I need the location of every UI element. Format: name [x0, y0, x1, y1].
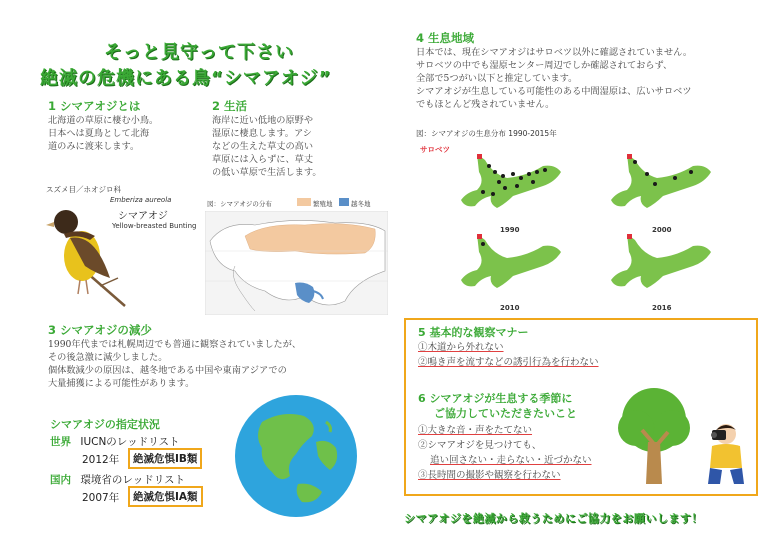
text-line: 1990年代までは札幌周辺でも普通に観察されていましたが、: [48, 339, 302, 350]
section4-heading: 4 生息地域: [416, 31, 475, 45]
map-year-1990: 1990: [500, 226, 520, 234]
text-line: 日本では、現在シマアオジはサロベツ以外に確認されていません。: [416, 47, 693, 58]
hokkaido-map-2010: [455, 232, 565, 304]
section1-text: [48, 114, 208, 153]
request-item: ①大きな音・声をたてない: [418, 425, 533, 436]
bird-photo: [40, 198, 130, 308]
title-line-2: 絶滅の危機にある鳥“シマアオジ”: [40, 68, 332, 89]
text-line: の低い草原で生活します。: [212, 167, 322, 178]
distribution-map-caption: 図：シマアオジの分布: [207, 200, 272, 208]
status-world-rank: 絶滅危惧IB類: [128, 448, 202, 469]
legend-breeding-label: 繁殖地: [313, 200, 333, 208]
footer-message: シマアオジを絶滅から救うためにご協力をお願いします！: [404, 512, 703, 525]
sarobetsu-label: サロベツ: [420, 145, 450, 154]
section2-text: [212, 114, 382, 179]
status-world-year: 2012年: [82, 454, 120, 466]
section3-heading: 3 シマアオジの減少: [48, 323, 152, 337]
text-line: 北海道の草原に棲む小鳥。: [48, 115, 159, 126]
text-line: サロベツの中でも湿原センター周辺でしか確認されておらず、: [416, 60, 673, 71]
section6-list: [418, 423, 628, 483]
request-item: ③長時間の撮影や観察を行わない: [418, 470, 561, 481]
text-line: 海岸に近い低地の原野や: [212, 115, 314, 126]
request-item: 追い回さない・走らない・近づかない: [430, 455, 592, 466]
status-domestic-year: 2007年: [82, 492, 120, 504]
status-world-list: IUCNのレッドリスト: [80, 436, 180, 448]
status-domestic-rank: 絶滅危惧IA類: [128, 486, 203, 507]
text-line: などの生えた草丈の高い: [212, 141, 314, 152]
title-line-1: そっと見守って下さい: [104, 42, 294, 63]
map-year-2016: 2016: [652, 304, 672, 312]
bird-english-name: Yellow-breasted Bunting: [112, 222, 197, 230]
bird-latin-name: Emberiza aureola: [110, 196, 172, 204]
manner-item: ①木道から外れない: [418, 342, 504, 353]
globe-illustration: [232, 392, 360, 520]
section2-heading: 2 生活: [212, 99, 248, 113]
manner-item: ②鳴き声を流すなどの誘引行為を行わない: [418, 357, 599, 368]
bird-family: スズメ目／ホオジロ科: [46, 185, 121, 194]
habitat-map-caption: 図：シマアオジの生息分布 1990-2015年: [416, 129, 557, 138]
status-heading: シマアオジの指定状況: [50, 418, 160, 431]
text-line: でもほとんど残されていません。: [416, 99, 555, 110]
text-line: 草原には入らずに、草丈: [212, 154, 314, 165]
status-domestic-row: [50, 472, 185, 487]
text-line: 湿原に棲息します。アシ: [212, 128, 312, 139]
status-world-label: 世界: [50, 436, 71, 448]
distribution-map: [205, 200, 388, 315]
status-domestic-list: 環境省のレッドリスト: [80, 474, 186, 486]
section5-list: [418, 340, 748, 370]
text-line: シマアオジが生息している可能性のある中間湿原は、広いサロベツ: [416, 86, 692, 97]
map-year-2010: 2010: [500, 304, 520, 312]
section6-heading-line1: 6 シマアオジが生息する季節に: [418, 392, 573, 405]
section4-text: [416, 46, 756, 111]
map-year-2000: 2000: [652, 226, 672, 234]
section3-text: [48, 338, 388, 390]
text-line: その後急激に減少しました。: [48, 352, 168, 363]
text-line: 大量捕獲による可能性があります。: [48, 378, 195, 389]
hokkaido-map-2016: [605, 232, 715, 304]
status-world-row: [50, 434, 180, 449]
request-item: ②シマアオジを見つけても、: [418, 440, 542, 451]
legend-breeding-swatch: [297, 198, 311, 206]
tree-illustration: [614, 384, 694, 490]
text-line: 個体数減少の原因は、越冬地である中国や東南アジアでの: [48, 365, 287, 376]
section1-heading: 1 シマアオジとは: [48, 99, 141, 113]
status-domestic-label: 国内: [50, 474, 71, 486]
hokkaido-map-1990: [455, 152, 565, 224]
section5-heading: 5 基本的な観察マナー: [418, 326, 529, 339]
text-line: 全部で5つがい以下と推定しています。: [416, 73, 578, 84]
section6-heading-line2: ご協力していただきたいこと: [434, 407, 577, 420]
bird-japanese-name: シマアオジ: [118, 211, 168, 222]
legend-wintering-label: 越冬地: [351, 200, 371, 208]
text-line: 道のみに渡来します。: [48, 141, 140, 152]
legend-wintering-swatch: [339, 198, 349, 206]
photographer-illustration: [700, 420, 752, 490]
text-line: 日本へは夏鳥として北海: [48, 128, 150, 139]
hokkaido-map-2000: [605, 152, 715, 224]
